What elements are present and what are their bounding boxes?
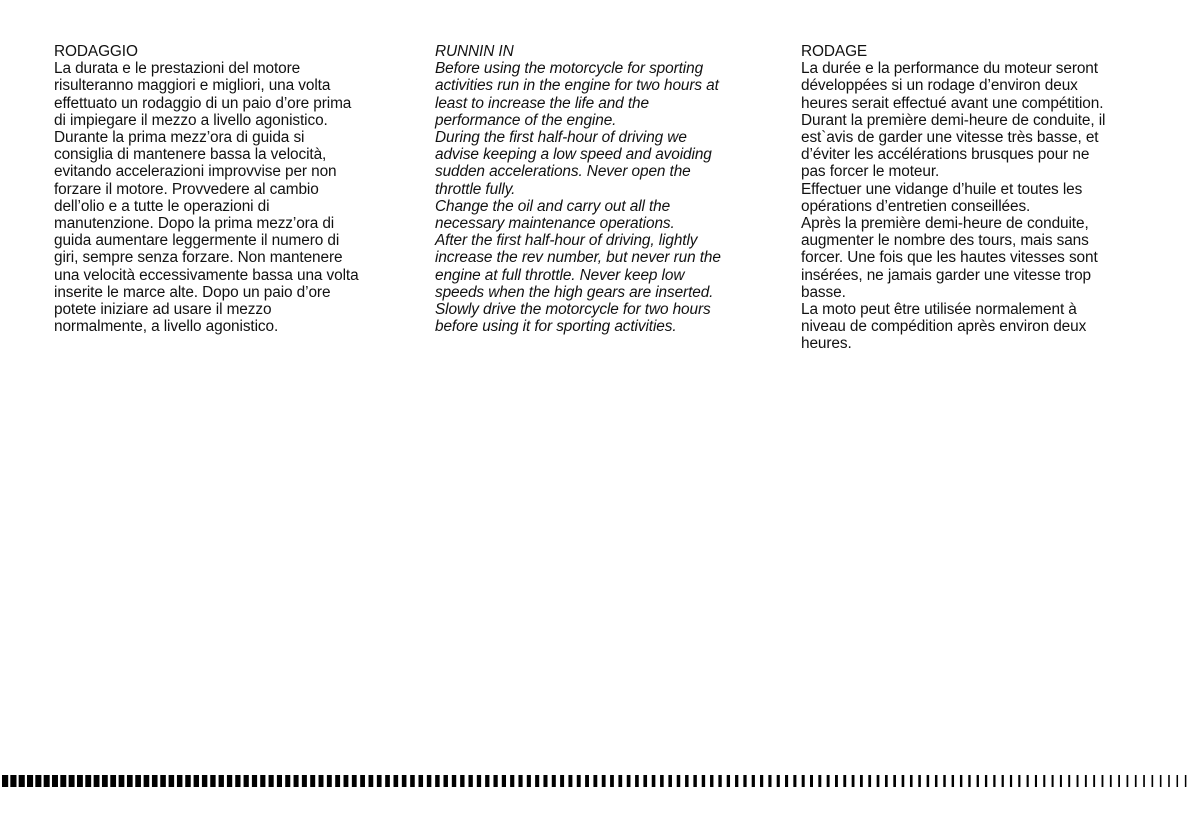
edge-marker-tick: [127, 775, 133, 787]
text-line: risulteranno maggiori e migliori, una volta: [54, 77, 331, 95]
text-line: effettuato un rodaggio di un paio d’ore prima: [54, 94, 352, 112]
edge-marker-tick: [802, 775, 805, 787]
edge-marker-tick: [443, 775, 447, 787]
edge-marker-tick: [344, 775, 349, 787]
english-column: [435, 43, 785, 335]
italian-text: [54, 60, 404, 335]
text-line: una velocità eccessivamente bassa una volta: [54, 266, 359, 284]
edge-marker-tick: [1043, 775, 1045, 787]
edge-marker-tick: [1093, 775, 1095, 787]
edge-marker-tick: [1077, 775, 1079, 787]
edge-marker-tick: [1152, 775, 1154, 787]
edge-marker-tick: [102, 775, 108, 787]
edge-marker-tick: [960, 775, 962, 787]
edge-marker-tick: [52, 775, 58, 787]
edge-marker-tick: [110, 775, 116, 787]
edge-marker-tick: [60, 775, 66, 787]
edge-marker-tick: [27, 775, 33, 787]
french-text: [801, 60, 1171, 352]
edge-marker-tick: [777, 775, 780, 787]
edge-marker-tick: [927, 775, 930, 787]
edge-marker-tick: [277, 775, 282, 787]
edge-marker-tick: [44, 775, 50, 787]
edge-marker-tick: [202, 775, 207, 787]
text-line: d’éviter les accélérations brusques pour ne: [801, 146, 1090, 164]
italian-heading: RODAGGIO: [54, 43, 138, 60]
edge-marker-tick: [952, 775, 954, 787]
edge-marker-tick: [460, 775, 464, 787]
edge-marker-tick: [693, 775, 696, 787]
text-line: di impiegare il mezzo a livello agonistico.: [54, 111, 328, 129]
edge-marker-tick: [19, 775, 25, 787]
text-line: Effectuer une vidange d’huile et toutes les: [801, 180, 1083, 198]
edge-marker-tick: [227, 775, 232, 787]
edge-marker-tick: [660, 775, 664, 787]
edge-marker-tick: [327, 775, 332, 787]
edge-marker-tick: [1102, 775, 1104, 787]
text-line: evitando accelerazioni improvvise per non: [54, 163, 337, 181]
edge-marker-tick: [194, 775, 199, 787]
edge-marker-tick: [652, 775, 656, 787]
edge-marker-tick: [560, 775, 564, 787]
edge-marker-tick: [1027, 775, 1029, 787]
edge-marker-tick: [160, 775, 166, 787]
edge-marker-tick: [868, 775, 871, 787]
text-line: La moto peut être utilisée normalement à: [801, 301, 1077, 319]
edge-marker-tick: [668, 775, 672, 787]
edge-marker-tick: [219, 775, 224, 787]
edge-marker-tick: [1143, 775, 1145, 787]
edge-marker-tick: [352, 775, 357, 787]
edge-marker-tick: [1118, 775, 1120, 787]
edge-marker-tick: [543, 775, 547, 787]
text-line: After the first half-hour of driving, lightly: [435, 232, 698, 250]
edge-marker-tick: [618, 775, 622, 787]
edge-marker-tick: [677, 775, 681, 787]
edge-marker-tick: [285, 775, 290, 787]
edge-marker-tick: [269, 775, 274, 787]
edge-marker-tick: [169, 775, 175, 787]
edge-marker-tick: [993, 775, 995, 787]
text-line: heures serait effectué avant une compétition.: [801, 94, 1104, 112]
edge-marker-tick: [727, 775, 730, 787]
edge-marker-tick: [918, 775, 921, 787]
text-line: opérations d’entretien conseillées.: [801, 197, 1031, 215]
edge-marker-tick: [394, 775, 399, 787]
edge-marker-tick: [1052, 775, 1054, 787]
edge-marker-tick: [610, 775, 614, 787]
text-line: advise keeping a low speed and avoiding: [435, 146, 712, 164]
edge-marker-tick: [568, 775, 572, 787]
text-line: est`avis de garder une vitesse très basse, et: [801, 129, 1099, 147]
edge-marker-tick: [119, 775, 125, 787]
edge-marker-tick: [685, 775, 688, 787]
edge-marker-tick: [485, 775, 489, 787]
edge-marker-tick: [1185, 775, 1187, 787]
french-heading: RODAGE: [801, 43, 868, 60]
edge-marker-tick: [1135, 775, 1137, 787]
edge-marker-tick: [910, 775, 913, 787]
edge-marker-tick: [252, 775, 257, 787]
edge-marker-tick: [419, 775, 424, 787]
edge-marker-tick: [1068, 775, 1070, 787]
text-line: insérées, ne jamais garder une vitesse trop: [801, 266, 1091, 284]
edge-marker-tick: [310, 775, 315, 787]
text-line: La durée e la performance du moteur seront: [801, 60, 1098, 78]
edge-marker-tick: [10, 775, 16, 787]
text-line: sudden accelerations. Never open the: [435, 163, 691, 181]
edge-marker-tick: [360, 775, 365, 787]
edge-marker-tick: [893, 775, 896, 787]
text-line: speeds when the high gears are inserted.: [435, 283, 714, 301]
edge-marker-tick: [1168, 775, 1170, 787]
text-line: développées si un rodage d’environ deux: [801, 77, 1078, 95]
edge-marker-tick: [1127, 775, 1129, 787]
text-line: Après la première demi-heure de conduite,: [801, 215, 1089, 233]
edge-marker-tick: [785, 775, 788, 787]
edge-marker-tick: [552, 775, 556, 787]
edge-marker-tick: [518, 775, 522, 787]
edge-marker-tick: [385, 775, 390, 787]
edge-marker-tick: [302, 775, 307, 787]
edge-marker-tick: [735, 775, 738, 787]
edge-marker-tick: [835, 775, 838, 787]
edge-marker-tick: [477, 775, 481, 787]
edge-marker-tick: [493, 775, 497, 787]
edge-marker-tick: [852, 775, 855, 787]
edge-marker-tick: [468, 775, 472, 787]
text-line: normalmente, a livello agonistico.: [54, 318, 279, 336]
edge-marker-tick: [977, 775, 979, 787]
edge-marker-tick: [1110, 775, 1112, 787]
edge-marker-tick: [435, 775, 439, 787]
text-line: During the first half-hour of driving we: [435, 129, 687, 147]
text-line: forzare il motore. Provvedere al cambio: [54, 180, 319, 198]
text-line: Durante la prima mezz’ora di guida si: [54, 129, 305, 147]
edge-marker-tick: [377, 775, 382, 787]
edge-marker-tick: [635, 775, 639, 787]
edge-marker-tick: [643, 775, 647, 787]
edge-marker-tick: [602, 775, 606, 787]
english-text: [435, 60, 785, 335]
text-line: Before using the motorcycle for sporting: [435, 60, 704, 78]
edge-marker-tick: [1085, 775, 1087, 787]
edge-marker-tick: [902, 775, 905, 787]
french-column: [801, 43, 1171, 353]
edge-marker-tick: [410, 775, 415, 787]
text-line: giri, sempre senza forzare. Non mantenere: [54, 249, 343, 267]
edge-marker-tick: [585, 775, 589, 787]
text-line: necessary maintenance operations.: [435, 215, 675, 233]
text-line: engine at full throttle. Never keep low: [435, 266, 685, 284]
edge-marker-tick: [85, 775, 91, 787]
page-edge-marker-bar: [0, 775, 1191, 787]
edge-marker-tick: [319, 775, 324, 787]
text-line: basse.: [801, 283, 846, 301]
edge-marker-tick: [877, 775, 880, 787]
edge-marker-tick: [1010, 775, 1012, 787]
text-line: guida aumentare leggermente il numero di: [54, 232, 340, 250]
edge-marker-tick: [144, 775, 150, 787]
edge-marker-tick: [1177, 775, 1179, 787]
edge-marker-tick: [577, 775, 581, 787]
edge-marker-tick: [427, 775, 432, 787]
text-line: inserite le marce alte. Dopo un paio d’ore: [54, 283, 331, 301]
text-line: consiglia di mantenere bassa la velocità,: [54, 146, 327, 164]
edge-marker-tick: [177, 775, 183, 787]
edge-marker-tick: [369, 775, 374, 787]
text-line: pas forcer le moteur.: [801, 163, 940, 181]
english-heading: RUNNIN IN: [435, 43, 514, 60]
text-line: augmenter le nombre des tours, mais sans: [801, 232, 1089, 250]
text-line: Slowly drive the motorcycle for two hours: [435, 301, 711, 319]
edge-marker-tick: [827, 775, 830, 787]
text-line: niveau de compédition après environ deux: [801, 318, 1087, 336]
edge-marker-tick: [69, 775, 75, 787]
edge-marker-tick: [335, 775, 340, 787]
text-line: before using it for sporting activities.: [435, 318, 677, 336]
edge-marker-tick: [860, 775, 863, 787]
edge-marker-tick: [35, 775, 41, 787]
edge-marker-tick: [743, 775, 746, 787]
text-line: heures.: [801, 335, 852, 353]
edge-marker-tick: [968, 775, 970, 787]
edge-marker-tick: [135, 775, 141, 787]
edge-marker-tick: [593, 775, 597, 787]
text-line: Durant la première demi-heure de conduite, il: [801, 111, 1106, 129]
edge-marker-tick: [402, 775, 407, 787]
edge-marker-tick: [527, 775, 531, 787]
text-line: throttle fully.: [435, 180, 516, 198]
edge-marker-tick: [210, 775, 215, 787]
edge-marker-tick: [702, 775, 705, 787]
edge-marker-tick: [760, 775, 763, 787]
edge-marker-tick: [2, 775, 8, 787]
italian-column: [54, 43, 404, 335]
edge-marker-tick: [185, 775, 190, 787]
edge-marker-tick: [793, 775, 796, 787]
text-line: increase the rev number, but never run the: [435, 249, 721, 267]
text-line: manutenzione. Dopo la prima mezz’ora di: [54, 215, 335, 233]
edge-marker-tick: [627, 775, 631, 787]
edge-marker-tick: [294, 775, 299, 787]
edge-marker-tick: [535, 775, 539, 787]
edge-marker-tick: [1002, 775, 1004, 787]
text-line: La durata e le prestazioni del motore: [54, 60, 301, 78]
edge-marker-tick: [718, 775, 721, 787]
edge-marker-tick: [94, 775, 100, 787]
edge-marker-tick: [935, 775, 937, 787]
edge-marker-tick: [1160, 775, 1162, 787]
edge-marker-tick: [452, 775, 456, 787]
text-line: dell’olio e a tutte le operazioni di: [54, 197, 270, 215]
edge-marker-tick: [885, 775, 888, 787]
edge-marker-tick: [1060, 775, 1062, 787]
text-line: forcer. Une fois que les hautes vitesses sont: [801, 249, 1098, 267]
edge-marker-tick: [77, 775, 83, 787]
edge-marker-tick: [510, 775, 514, 787]
edge-marker-tick: [502, 775, 506, 787]
text-line: least to increase the life and the: [435, 94, 649, 112]
edge-marker-tick: [843, 775, 846, 787]
edge-marker-tick: [1018, 775, 1020, 787]
text-line: potete iniziare ad usare il mezzo: [54, 301, 272, 319]
edge-marker-tick: [1035, 775, 1037, 787]
edge-marker-tick: [152, 775, 158, 787]
text-line: performance of the engine.: [435, 111, 617, 129]
edge-marker-tick: [985, 775, 987, 787]
edge-marker-tick: [768, 775, 771, 787]
edge-marker-tick: [752, 775, 755, 787]
edge-marker-tick: [244, 775, 249, 787]
edge-marker-tick: [810, 775, 813, 787]
edge-marker-tick: [818, 775, 821, 787]
edge-marker-tick: [943, 775, 945, 787]
edge-marker-tick: [235, 775, 240, 787]
edge-marker-tick: [260, 775, 265, 787]
text-line: Change the oil and carry out all the: [435, 197, 671, 215]
edge-marker-tick: [710, 775, 713, 787]
text-line: activities run in the engine for two hours at: [435, 77, 719, 95]
